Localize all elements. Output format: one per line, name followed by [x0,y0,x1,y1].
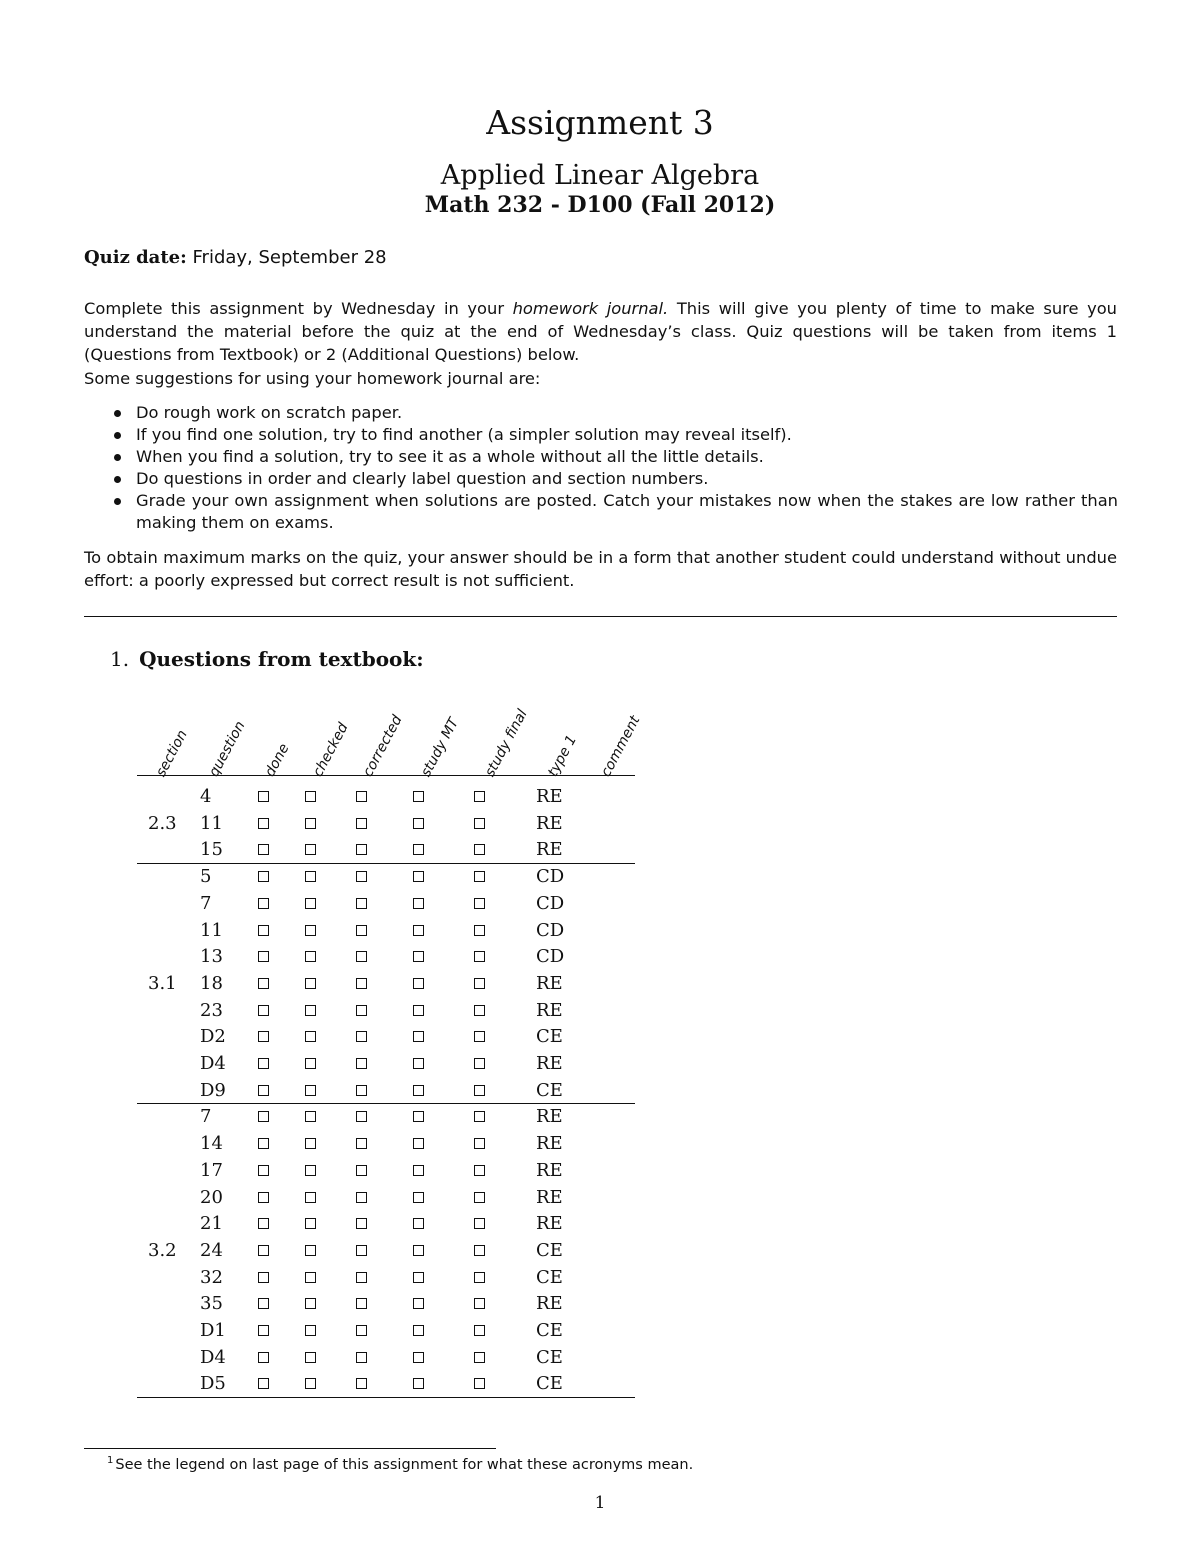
checkbox-study-mt[interactable] [413,1218,424,1229]
checkbox-corrected[interactable] [356,978,367,989]
checkbox-study-mt[interactable] [413,791,424,802]
checkbox-study-final[interactable] [474,1352,485,1363]
footnote-text: See the legend on last page of this assignment for what these acronyms mean. [115,1456,694,1473]
checkbox-checked[interactable] [305,1165,316,1176]
question-type: CD [536,866,565,888]
question-number: 13 [200,946,223,968]
checkbox-done[interactable] [258,1378,269,1389]
checkbox-study-final[interactable] [474,871,485,882]
question-number: 35 [200,1293,223,1315]
question-type: CE [536,1026,563,1048]
footnote-rule [84,1448,496,1449]
column-header-section: section [153,727,191,780]
checkbox-done[interactable] [258,1192,269,1203]
question-number: 18 [200,972,223,994]
quiz-date-label: Quiz date: [84,247,187,268]
question-number: 5 [200,866,212,888]
checkbox-study-mt[interactable] [413,1085,424,1096]
checkbox-corrected[interactable] [356,1378,367,1389]
column-header-question: question [206,718,249,780]
checkbox-done[interactable] [258,1352,269,1363]
question-number: D5 [200,1373,226,1395]
suggestion-item: If you find one solution, try to find another (a simpler solution may reveal itself). [110,424,1118,446]
question-type: CE [536,1320,563,1341]
checkbox-done[interactable] [258,1031,269,1042]
checkbox-done[interactable] [258,1272,269,1283]
checkbox-study-final[interactable] [474,818,485,829]
intro-text-start: Complete this assignment by Wednesday in your [84,299,513,318]
checkbox-study-mt[interactable] [413,1272,424,1283]
section-number: 2.3 [148,812,177,834]
checkbox-study-mt[interactable] [413,1298,424,1309]
checkbox-corrected[interactable] [356,1352,367,1363]
checkbox-study-final[interactable] [474,1272,485,1283]
quiz-date-value: Friday, September 28 [192,247,387,268]
question-type: CE [536,1373,563,1395]
checkbox-study-mt[interactable] [413,1352,424,1363]
checkbox-corrected[interactable] [356,871,367,882]
checkbox-study-mt[interactable] [413,1111,424,1122]
checkbox-checked[interactable] [305,844,316,855]
checkbox-checked[interactable] [305,1325,316,1336]
question-type: RE [536,839,563,861]
checkbox-checked[interactable] [305,1378,316,1389]
checkbox-checked[interactable] [305,925,316,936]
course-code-text: Math 232 - D100 (Fall 2012) [424,192,776,218]
footnote-mark: 1 [107,1455,114,1466]
question-type: CD [536,919,565,941]
checkbox-study-final[interactable] [474,1325,485,1336]
question-type: CD [536,892,565,914]
checkbox-checked[interactable] [305,1192,316,1203]
checkbox-done[interactable] [258,925,269,936]
suggestion-item: When you find a solution, try to see it as a whole without all the little details. [110,446,1118,468]
checkbox-done[interactable] [258,818,269,829]
column-header-done: done [262,741,293,780]
question-type: CE [536,1346,563,1368]
question-type: CE [536,1079,563,1101]
checkbox-study-mt[interactable] [413,1031,424,1042]
question-type: RE [536,1186,563,1208]
checkbox-corrected[interactable] [356,1272,367,1283]
checkbox-corrected[interactable] [356,1192,367,1203]
intro-italic: homework journal. [512,299,669,318]
checkbox-corrected[interactable] [356,818,367,829]
checkbox-study-mt[interactable] [413,1058,424,1069]
checkbox-checked[interactable] [305,818,316,829]
checkbox-study-final[interactable] [474,1005,485,1016]
checkbox-checked[interactable] [305,1272,316,1283]
checkbox-corrected[interactable] [356,791,367,802]
checkbox-corrected[interactable] [356,1111,367,1122]
question-type: RE [536,1159,563,1181]
question-number: D1 [200,1320,226,1341]
checkbox-done[interactable] [258,1165,269,1176]
question-type: RE [536,1133,563,1155]
checkbox-checked[interactable] [305,1005,316,1016]
question-number: 20 [200,1186,223,1208]
checkbox-done[interactable] [258,1005,269,1016]
checkbox-done[interactable] [258,978,269,989]
suggestion-item: Grade your own assignment when solutions are posted. Catch your mistakes now when the stakes are low rather than making them on exams. [110,490,1118,534]
footnote [107,1455,693,1473]
intro-paragraph [84,297,1117,366]
checkbox-corrected[interactable] [356,1325,367,1336]
quiz-date [84,247,387,268]
suggestions-intro: Some suggestions for using your homework journal are: [84,369,541,388]
checkbox-checked[interactable] [305,1218,316,1229]
checkbox-corrected[interactable] [356,1218,367,1229]
question-number: 4 [200,786,212,807]
question-type: CE [536,1239,563,1261]
section-number: 3.1 [148,972,177,994]
checkbox-corrected[interactable] [356,1058,367,1069]
question-number: 21 [200,1213,223,1235]
checkbox-study-final[interactable] [474,1058,485,1069]
question-type: CD [536,946,565,968]
section-number: 1. [110,647,130,671]
checkbox-done[interactable] [258,844,269,855]
checkbox-done[interactable] [258,1218,269,1229]
suggestion-item: Do rough work on scratch paper. [110,402,1118,424]
column-header-study-mt: study MT [418,715,463,780]
checkbox-corrected[interactable] [356,1298,367,1309]
question-number: 7 [200,1106,212,1128]
checkbox-study-final[interactable] [474,1085,485,1096]
checkbox-study-mt[interactable] [413,898,424,909]
assignment-title: Assignment 3 [486,103,714,142]
question-type: RE [536,786,563,807]
question-type: RE [536,1106,563,1128]
checkbox-done[interactable] [258,871,269,882]
question-number: 24 [200,1239,223,1261]
checkbox-checked[interactable] [305,951,316,962]
checkbox-corrected[interactable] [356,898,367,909]
checkbox-study-final[interactable] [474,1245,485,1256]
checkbox-checked[interactable] [305,1138,316,1149]
checkbox-done[interactable] [258,898,269,909]
column-header-type: type 1 [545,732,581,780]
checkbox-study-mt[interactable] [413,844,424,855]
checkbox-corrected[interactable] [356,844,367,855]
checkbox-done[interactable] [258,1111,269,1122]
question-number: 7 [200,892,212,914]
question-type: RE [536,812,563,834]
checkbox-study-final[interactable] [474,1378,485,1389]
question-type: RE [536,999,563,1021]
checkbox-checked[interactable] [305,1352,316,1363]
checkbox-done[interactable] [258,1058,269,1069]
section-number: 3.2 [148,1239,177,1261]
suggestion-list [110,402,1118,534]
checkbox-study-final[interactable] [474,978,485,989]
checkbox-study-mt[interactable] [413,1138,424,1149]
section-divider [84,616,1117,617]
checkbox-done[interactable] [258,1245,269,1256]
question-number: 14 [200,1133,223,1155]
checkbox-study-mt[interactable] [413,818,424,829]
checkbox-checked[interactable] [305,898,316,909]
question-number: 23 [200,999,223,1021]
checkbox-study-mt[interactable] [413,978,424,989]
column-header-corrected: corrected [360,712,406,780]
checkbox-corrected[interactable] [356,1245,367,1256]
checkbox-done[interactable] [258,1325,269,1336]
checkbox-checked[interactable] [305,871,316,882]
checkbox-study-final[interactable] [474,925,485,936]
checkbox-study-mt[interactable] [413,1378,424,1389]
checkbox-study-final[interactable] [474,1298,485,1309]
checkbox-checked[interactable] [305,1298,316,1309]
checkbox-study-mt[interactable] [413,1245,424,1256]
checkbox-study-final[interactable] [474,791,485,802]
checkbox-study-mt[interactable] [413,871,424,882]
checkbox-study-mt[interactable] [413,1005,424,1016]
question-type: RE [536,972,563,994]
course-title: Applied Linear Algebra [440,160,760,191]
table-group-rule [137,1397,635,1398]
column-header-study-final: study final [482,706,531,780]
checkbox-done[interactable] [258,1085,269,1096]
section-heading [110,647,424,671]
question-number: 11 [200,812,223,834]
checkbox-corrected[interactable] [356,1085,367,1096]
checkbox-corrected[interactable] [356,1138,367,1149]
checkbox-study-final[interactable] [474,951,485,962]
course-code [0,192,1200,218]
checkbox-study-mt[interactable] [413,1165,424,1176]
checkbox-checked[interactable] [305,1085,316,1096]
question-number: 15 [200,839,223,861]
checkbox-checked[interactable] [305,978,316,989]
checkbox-study-final[interactable] [474,1138,485,1149]
checkbox-study-mt[interactable] [413,1325,424,1336]
table-top-rule [137,775,635,776]
checkbox-study-final[interactable] [474,1218,485,1229]
question-number: D4 [200,1346,226,1368]
question-type: RE [536,1293,563,1315]
checkbox-study-final[interactable] [474,1165,485,1176]
question-number: D4 [200,1053,226,1074]
checkbox-corrected[interactable] [356,1005,367,1016]
checkbox-checked[interactable] [305,1058,316,1069]
question-type: RE [536,1213,563,1235]
question-type: CE [536,1266,563,1288]
checkbox-corrected[interactable] [356,1031,367,1042]
checkbox-done[interactable] [258,951,269,962]
question-type: RE [536,1053,563,1074]
checkbox-study-final[interactable] [474,1192,485,1203]
intro-text-end: This will give you plenty of time to make sure you understand the material before the quiz at the end of Wednesday’s class. Quiz questions will be taken from items 1 (Questions from Textbook) or 2 (Additional Questions) below. [84,299,1117,364]
checkbox-corrected[interactable] [356,1165,367,1176]
question-number: 11 [200,919,223,941]
checkbox-study-mt[interactable] [413,925,424,936]
section-label: Questions from textbook: [139,647,424,671]
checkbox-study-mt[interactable] [413,951,424,962]
column-header-comment: comment [598,713,644,780]
checkbox-checked[interactable] [305,1031,316,1042]
checkbox-corrected[interactable] [356,951,367,962]
question-number: D2 [200,1026,226,1048]
checkbox-study-final[interactable] [474,1031,485,1042]
question-number: D9 [200,1079,226,1101]
suggestion-item: Do questions in order and clearly label question and section numbers. [110,468,1118,490]
column-header-checked: checked [310,720,352,780]
page-number: 1 [594,1493,606,1513]
question-number: 32 [200,1266,223,1288]
table-group-rule [137,1103,635,1104]
checkbox-checked[interactable] [305,1111,316,1122]
question-number: 17 [200,1159,223,1181]
checkbox-done[interactable] [258,791,269,802]
checkbox-done[interactable] [258,1298,269,1309]
checkbox-checked[interactable] [305,1245,316,1256]
checkbox-study-mt[interactable] [413,1192,424,1203]
closing-paragraph: To obtain maximum marks on the quiz, your answer should be in a form that another student could understand without undue effort: a poorly expressed but correct result is not sufficient. [84,548,1117,590]
checkbox-corrected[interactable] [356,925,367,936]
checkbox-study-final[interactable] [474,1111,485,1122]
table-group-rule [137,863,635,864]
checkbox-study-final[interactable] [474,898,485,909]
checkbox-study-final[interactable] [474,844,485,855]
checkbox-done[interactable] [258,1138,269,1149]
checkbox-checked[interactable] [305,791,316,802]
